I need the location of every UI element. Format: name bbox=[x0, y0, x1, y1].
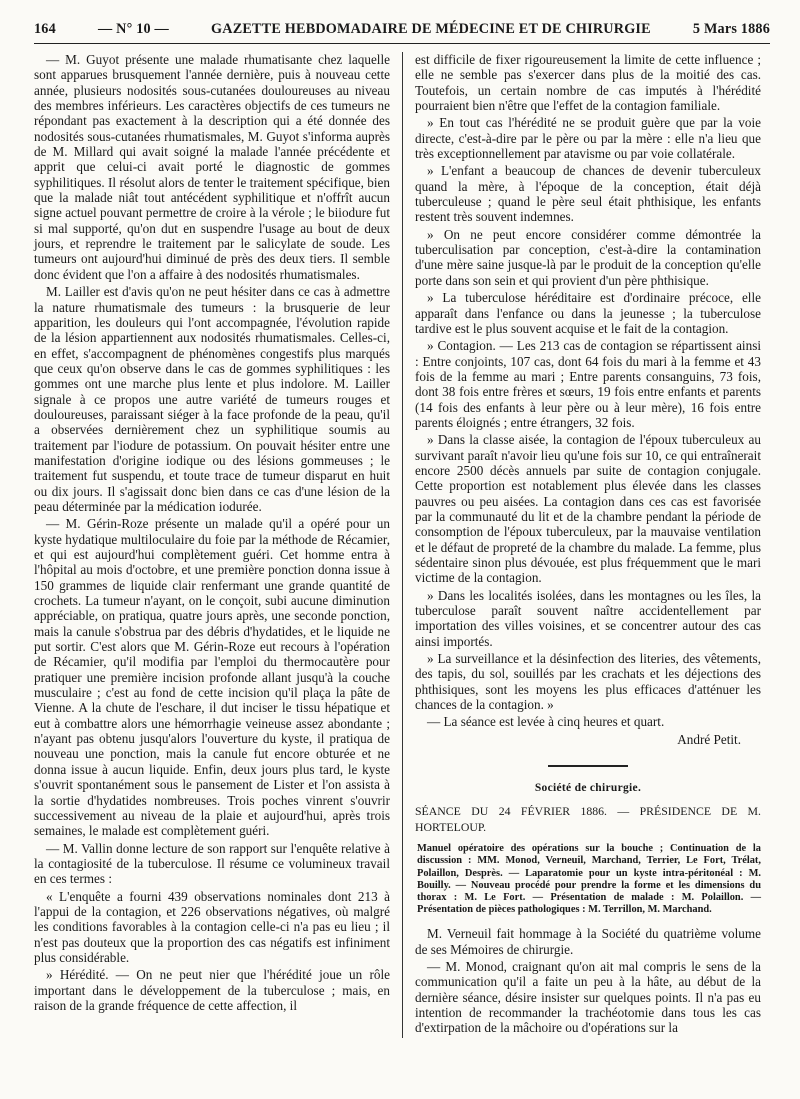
page-number: 164 bbox=[34, 21, 56, 37]
paragraph: — M. Guyot présente une malade rhumatisante chez laquelle sont apparues brusquement l'année dernière, puis à nouveau cette année, plusieurs nodosités sous-cutanées douloureuses au niveau des membres inférieurs. Les caractères objectifs de ces tumeurs ne répondant pas exactement à la description qui a été donnée des nodosités sous-cutanées rhumatismales, M. Guyot s'informa auprès de M. Millard qui avait soigné la malade l'année précédente et apprit que celui-ci avait porté le diagnostic de gommes syphilitiques. Il résolut alors de tenter le traitement spécifique, bien que la malade niât tout antécédent syphilitique et n'offrît aucun signe actuel pouvant permettre de croire à la vérole ; le biiodure fut si mal supporté, qu'on dut en suspendre l'usage au bout de deux jours, et reprendre le traitement par le salicylate de soude. Les tumeurs ont aujourd'hui diminué de près des deux tiers. Il semble donc évident que l'on a affaire à des nodosités rhumatismales. bbox=[34, 52, 390, 282]
paragraph: — M. Vallin donne lecture de son rapport sur l'enquête relative à la contagiosité de la tuberculose. Il résume ce volumineux travail en ces termes : bbox=[34, 840, 390, 887]
paragraph: est difficile de fixer rigoureusement la limite de cette influence ; elle ne semble pas s'exercer dans plus de la moitié des cas. Toutefois, un certain nombre de cas imputés à l'hérédité pourraient bien n'être que l'effet de la contagion familiale. bbox=[415, 52, 761, 114]
columns bbox=[34, 52, 770, 1038]
paragraph: » La tuberculose héréditaire est d'ordinaire précoce, elle apparaît dans l'enfance ou dans la jeunesse ; la tuberculose tardive est le plus souvent acquise et le fait de la contagion. bbox=[415, 290, 761, 336]
paragraph: M. Verneuil fait hommage à la Société du quatrième volume de ses Mémoires de chirurgie. bbox=[415, 926, 761, 957]
paragraph: » On ne peut encore considérer comme démontrée la tuberculisation par conception, c'est-à-dire la contamination d'une mère saine jusque-là par le produit de la conception qu'elle porte dans son sein et qui provient d'un père phthisique. bbox=[415, 226, 761, 288]
paragraph: » Contagion. — Les 213 cas de contagion se répartissent ainsi : Entre conjoints, 107 cas, dont 64 fois du mari à la femme et 43 fois de la femme au mari ; Entre parents consanguins, 73 fois, dont 38 fois entre frères et sœurs, 19 fois entre enfants et parents (14 fois des enfants à leur père ou à leur mère), 16 fois entre parents éloignés ; entre étrangers, 32 fois. bbox=[415, 338, 761, 430]
page-header bbox=[34, 12, 770, 44]
paragraph: » Hérédité. — On ne peut nier que l'hérédité joue un rôle important dans le développement de la tuberculose ; mais, en raison de la grande fréquence de cette affection, il bbox=[34, 967, 390, 1013]
journal-title: GAZETTE HEBDOMADAIRE DE MÉDECINE ET DE CHIRURGIE bbox=[211, 21, 651, 37]
section-divider bbox=[548, 765, 628, 767]
left-column bbox=[34, 52, 403, 1038]
paragraph: » Dans la classe aisée, la contagion de l'époux tuberculeux au survivant paraît n'avoir lieu qu'une fois sur 10, ce qui entraînerait encore 2500 décès annuels par suite de contagion conjugale. Cette proportion est notablement plus élevée dans les classes pauvres ou peu aisées. La contagion dans ces cas est favorisée par la communauté du lit et de la chambre pendant la période de consomption de l'époux tuberculeux, par la mauvaise ventilation et le défaut de propreté de la chambre du malade. La femme, plus sédentaire sinon plus dévouée, est plus fréquemment que le mari victime de la contagion. bbox=[415, 432, 761, 586]
issue-number: — N° 10 — bbox=[98, 21, 169, 37]
session-heading: SÉANCE DU 24 FÉVRIER 1886. — PRÉSIDENCE DE M. HORTELOUP. bbox=[415, 804, 761, 834]
newspaper-page bbox=[0, 12, 800, 1099]
paragraph: » En tout cas l'hérédité ne se produit guère que par la voie directe, c'est-à-dire par le père ou par la mère : elle n'a lieu que très exceptionnellement par atavisme ou par voie collatérale. bbox=[415, 115, 761, 162]
paragraph: — M. Monod, craignant qu'on ait mal compris le sens de la communication qu'il a faite un peu à la hâte, au début de la dernière séance, désire insister sur quelques points. Il n'a pas eu intention de recommander la trachéotomie dans tous les cas d'extirpation de la mâchoire ou d'opérations sur la bbox=[415, 959, 761, 1036]
paragraph: « L'enquête a fourni 439 observations nominales dont 213 à l'appui de la contagion, et 226 observations négatives, où malgré les conditions favorables à la contagion celle-ci n'a pas eu lieu ; il n'est pas douteux que la proportion des cas négatifs est infiniment plus considérable. bbox=[34, 888, 390, 965]
paragraph: — La séance est levée à cinq heures et quart. bbox=[427, 714, 665, 730]
session-summary: Manuel opératoire des opérations sur la bouche ; Continuation de la discussion : MM. Monod, Verneuil, Marchand, Terrier, Le Fort, Trélat, Polaillon, Desprès. — Laparatomie pour un kyste intra-péritonéal : M. Bouilly. — Nouveau procédé pour prendre la forme et les dimensions du thorax : M. Le Fort. — Présentation de malade : M. Polaillon. — Présentation de pièces pathologiques : M. Terrillon, M. Marchand. bbox=[417, 843, 761, 916]
issue-date: 5 Mars 1886 bbox=[692, 21, 770, 37]
paragraph: — M. Gérin-Roze présente un malade qu'il a opéré pour un kyste hydatique multiloculaire du foie par la méthode de Récamier, et qui est aujourd'hui complètement guéri. Cet homme entra à l'hôpital au mois d'octobre, et une première ponction donna issue à 150 grammes de liquide clair renfermant une grande quantité de crochets. La tumeur n'ayant, on le conçoit, subi aucune diminution appréciable, on pratiqua, quatre jours après, une seconde ponction, mais la canule s'obstrua par des débris d'hydatides, et le liquide ne put sortir. C'est alors que M. Gérin-Roze eut recours à l'opération de Récamier, qu'il modifia par l'emploi du thermocautère pour pratiquer une première incision profonde allant jusqu'à la couche musculaire ; c'est au fond de cette incision qu'il plaça la pâte de Vienne. A la chute de l'eschare, il dut inciser le tissu hépatique et eut à combattre alors une hémorrhagie veineuse assez abondante ; n'ayant pas obtenu jusqu'alors l'ouverture du kyste, il pratiqua de nouveau une ponction, mais la canule fut encore obturée et ne donna issue à aucun liquide. Enfin, deux jours plus tard, le kyste s'ouvrit spontanément sous le pansement de Lister et l'on assista à la sortie d'hydatides nombreuses. Trois poches vinrent s'ouvrir successivement au niveau de la plaie et aujourd'hui, après trois semaines, le malade est complètement guéri. bbox=[34, 516, 390, 839]
section-title: Société de chirurgie. bbox=[534, 782, 642, 795]
paragraph: » La surveillance et la désinfection des literies, des vêtements, des tapis, du sol, souillés par les crachats et les déjections des phthisiques, sont les moyens les plus efficaces d'atténuer les chances de la contagion. » bbox=[415, 651, 761, 713]
right-column bbox=[403, 52, 761, 1038]
paragraph: » L'enfant a beaucoup de chances de devenir tuberculeux quand la mère, à l'époque de la conception, était déjà tuberculeuse ; quand le père seul était phthisique, les enfants restent très souvent indemnes. bbox=[415, 163, 761, 225]
signature: André Petit. bbox=[677, 731, 741, 747]
paragraph: » Dans les localités isolées, dans les montagnes ou les îles, la tuberculose paraît souvent naître accidentellement par importation des villes voisines, et se concentrer autour des cas ainsi importés. bbox=[415, 587, 761, 649]
paragraph: M. Lailler est d'avis qu'on ne peut hésiter dans ce cas à admettre la nature rhumatismale des tumeurs : la brusquerie de leur apparition, les douleurs qui l'ont accompagnée, l'évolution rapide de la lésion appartiennent aux nodosités rhumatismales. Celles-ci, en effet, s'accompagnent de phénomènes congestifs plus marqués que ceux qu'on observe dans le cas de gommes syphilitiques : les gommes ont une marche plus lente et plus indolore. M. Lailler signale à ce propos une autre variété de tumeurs rouges et douloureuses, paraissant siéger à la face profonde de la peau, qu'il a observées dernièrement chez un syphilitique soumis au traitement par l'iodure de potassium. On pouvait hésiter entre une manifestation d'origine iodique ou des lésions gommeuses ; le traitement fut suspendu, et toute trace de tumeur disparut en huit ou dix jours. Il s'agissait donc bien dans ce cas d'une lésion de la peau déterminée par la médication iodurée. bbox=[34, 284, 390, 514]
